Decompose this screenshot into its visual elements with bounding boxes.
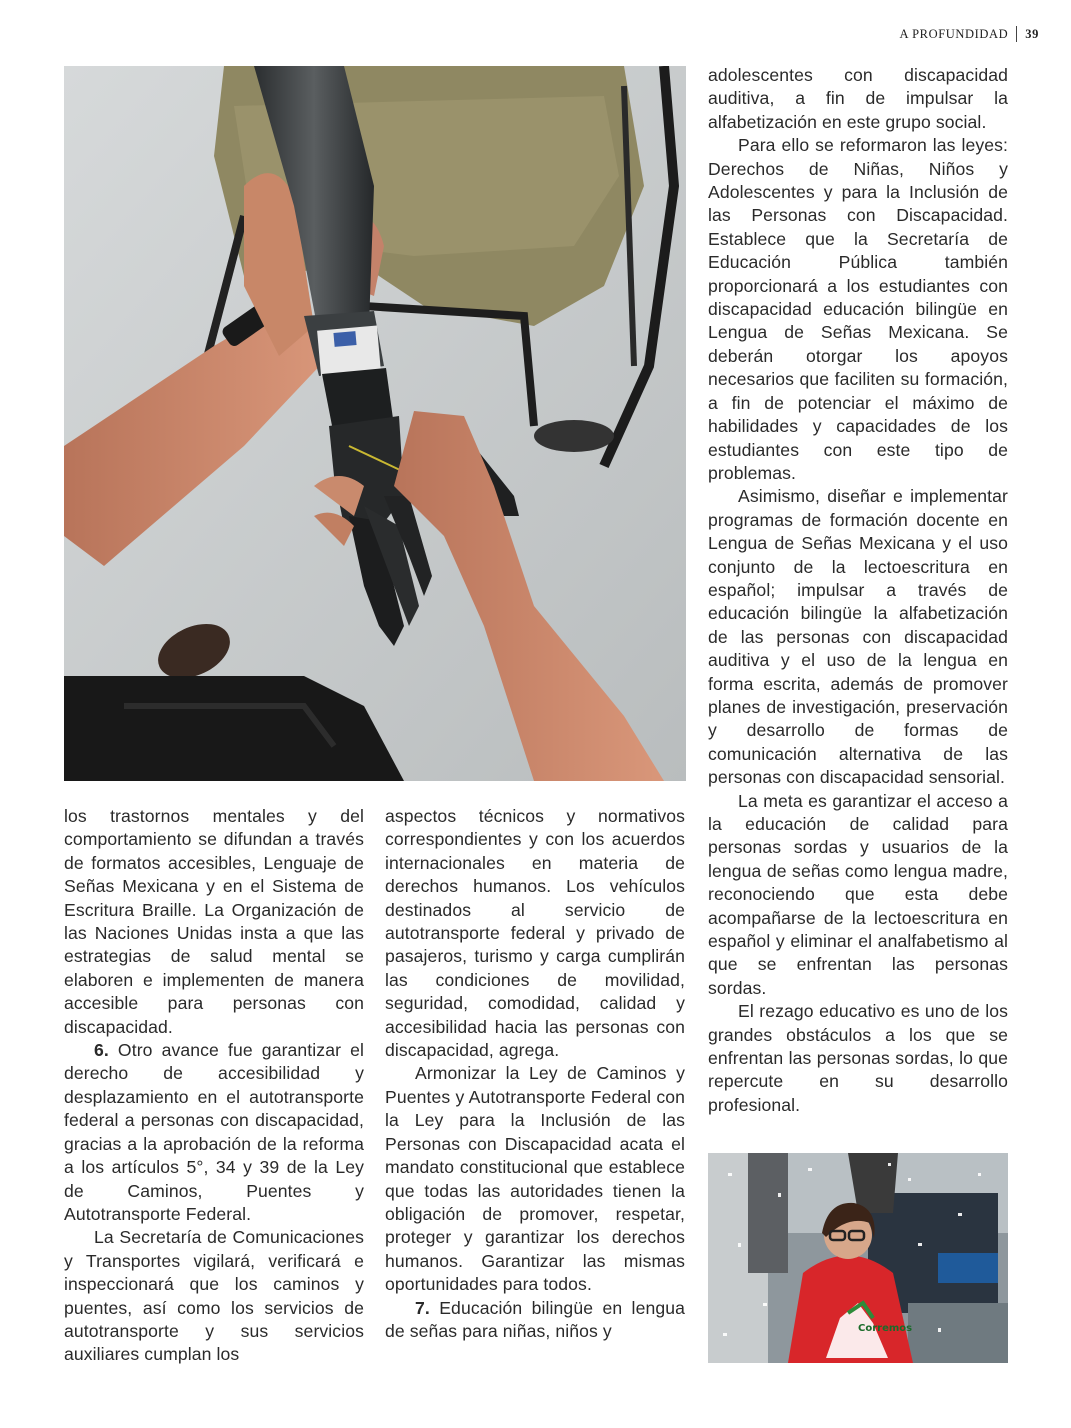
header-divider bbox=[1016, 26, 1017, 42]
prosthetic-handshake-photo bbox=[64, 66, 686, 781]
paragraph-text: Otro avance fue garantizar el derecho de accesibilidad y desplazamiento en el autotransporte federal a personas con discapacidad, gracias a la aprobación de la reforma a los artículos 5°, 34 y 39 de la Ley de Caminos, Puentes y Autotransporte Federal. bbox=[64, 1040, 364, 1224]
paragraph: Asimismo, diseñar e implementar programas de formación docente en Lengua de Señas Mexicana y el uso conjunto de la lectoescritura en español; impulsar a través de educación bilingüe la alfabetización de las personas con discapacidad auditiva y el uso de la lengua en forma escrita, además de promover planes de investigación, preservación y desarrollo de formas de comunicación alternativa de las personas con discapacidad sensorial. bbox=[708, 486, 1008, 788]
page-number: 39 bbox=[1025, 26, 1039, 41]
paragraph: los trastornos mentales y del comportamiento se difundan a través de formatos accesibles, Lenguaje de Señas Mexicana y en el Sistema de Escritura Braille. La Organización de las Naciones Unidas insta a que las estrategias de salud mental se elaboren e implementen de manera accesible para personas con discapacidad. bbox=[64, 806, 364, 1037]
paragraph-text: Educación bilingüe en lengua de señas para niñas, niños y bbox=[385, 1297, 685, 1341]
paragraph-item-7 bbox=[385, 1297, 685, 1344]
paragraph: Para ello se reformaron las leyes: Derechos de Niñas, Niños y Adolescentes y para la Inclusión de las Personas con Discapacidad. Establece que la Secretaría de Educación Pública también proporcionará a los estudiantes con discapacidad educación bilingüe en Lengua de Señas Mexicana. Se deberán otorgar los apoyos necesarios que faciliten su formación, a fin de potenciar el máximo de habilidades y capacidades de los estudiantes con este tipo de problemas. bbox=[708, 135, 1008, 483]
item-number: 6. bbox=[94, 1040, 109, 1061]
girl-red-shirt-photo bbox=[708, 1153, 1008, 1363]
paragraph: La meta es garantizar el acceso a la educación de calidad para personas sordas y usuarios de la lengua de señas como lengua madre, reconociendo que esta debe acompañarse de la lectoescritura en español y eliminar el analfabetismo al que se enfrentan las personas sordas. bbox=[708, 790, 1008, 998]
paragraph: La Secretaría de Comunicaciones y Transportes vigilará, verificará e inspeccionará que los caminos y puentes, así como los servicios de autotransporte y sus servicios auxiliares cumplan los bbox=[64, 1227, 364, 1365]
section-title: A PROFUNDIDAD bbox=[899, 26, 1009, 41]
text-column-2 bbox=[385, 805, 685, 1343]
text-column-1 bbox=[64, 805, 364, 1367]
item-number: 7. bbox=[415, 1297, 430, 1318]
running-header bbox=[899, 26, 1039, 42]
shirt-logo-text: Corremos bbox=[858, 1323, 913, 1334]
paragraph-item-6 bbox=[64, 1039, 364, 1226]
text-column-3 bbox=[708, 64, 1008, 1117]
paragraph: adolescentes con discapacidad auditiva, a fin de impulsar la alfabetización en este grupo social. bbox=[708, 65, 1008, 132]
paragraph: aspectos técnicos y normativos correspondientes y con los acuerdos internacionales en materia de derechos humanos. Los vehículos destinados al servicio de autotransporte federal y privado de pasajeros, turismo y carga cumplirán las condiciones de movilidad, seguridad, comodidad, calidad y accesibilidad hacia las personas con discapacidad, agrega. bbox=[385, 806, 685, 1061]
paragraph: El rezago educativo es uno de los grandes obstáculos a los que se enfrentan las personas sordas, lo que repercute en su desarrollo profesional. bbox=[708, 1001, 1008, 1115]
paragraph: Armonizar la Ley de Caminos y Puentes y Autotransporte Federal con la Ley para la Inclusión de las Personas con Discapacidad acata el mandato constitucional que establece que todas las autoridades tienen la obligación de promover, respetar, proteger y garantizar los derechos humanos. Garantizar las mismas oportunidades para todos. bbox=[385, 1063, 685, 1295]
